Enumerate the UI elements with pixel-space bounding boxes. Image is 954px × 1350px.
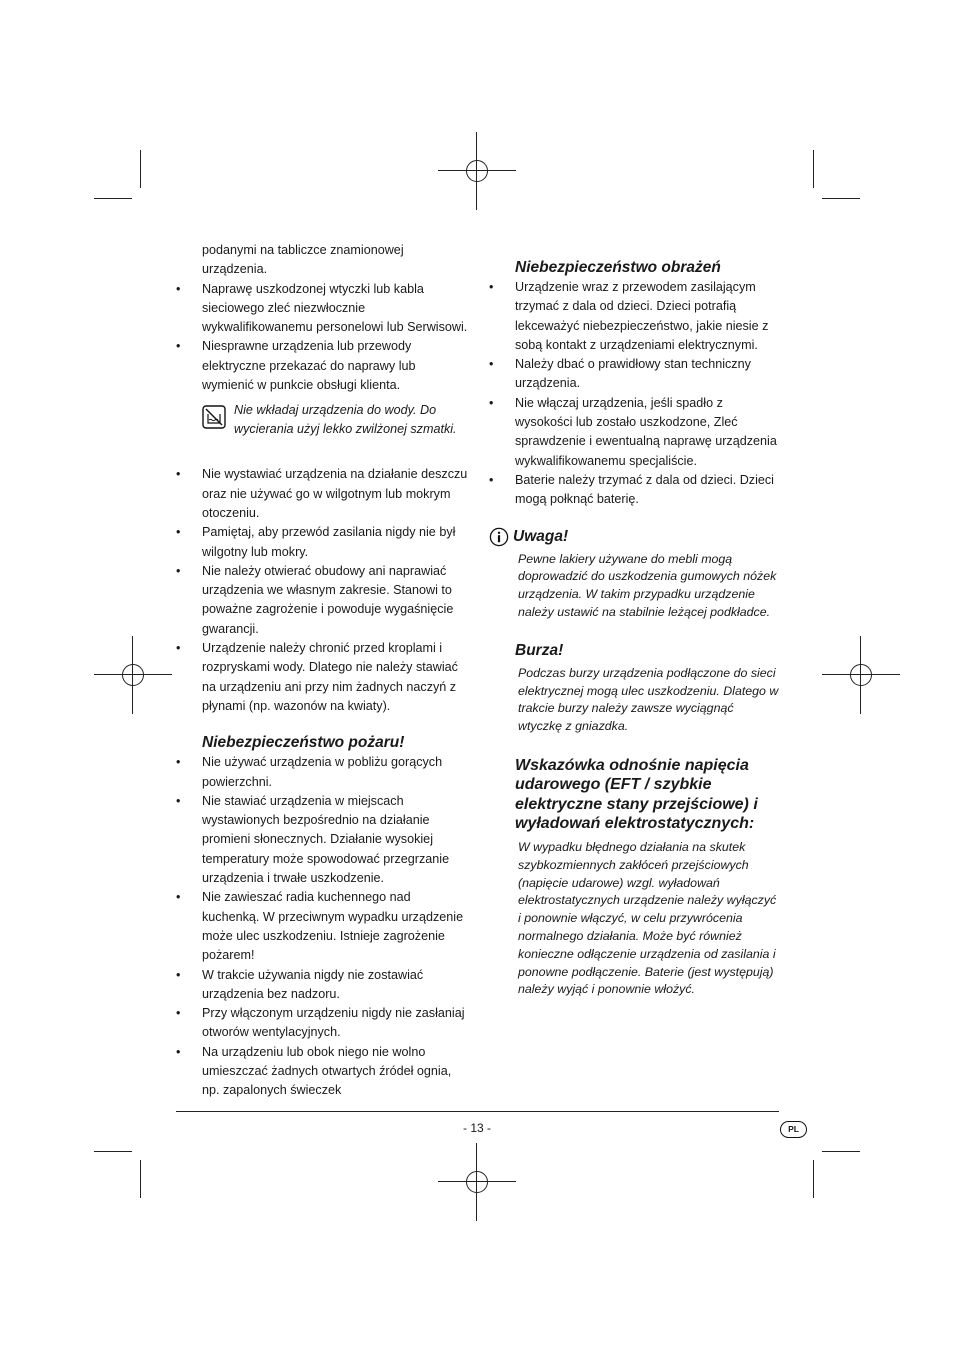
list-item: • Nie zawieszać radia kuchennego nad kuchenką. W przeciwnym wypadku urządzenie może ulec uszkodzeniu. Istnieje zagrożenie pożarem! [176, 888, 468, 965]
storm-heading: Burza! [515, 641, 564, 659]
safety-list-1 [176, 280, 468, 396]
list-item: • Nie włączaj urządzenia, jeśli spadło z wysokości lub zostało uszkodzone, Zleć sprawdzenie i ewentualną naprawę urządzenia wykwalifikowanemu specjaliście. [489, 394, 781, 471]
note-heading [489, 527, 781, 547]
safety-list-2 [176, 465, 468, 716]
note-heading-label: Uwaga! [513, 527, 569, 545]
list-item: • W trakcie używania nigdy nie zostawiać urządzenia bez nadzoru. [176, 966, 468, 1005]
list-item: • Nie należy otwierać obudowy ani naprawiać urządzenia we własnym zakresie. Stanowi to poważne zagrożenie i powoduje wygaśnięcie gwarancji. [176, 562, 468, 639]
list-item: • Baterie należy trzymać z dala od dzieci. Dzieci mogą połknąć baterię. [489, 471, 781, 510]
fire-heading: Niebezpieczeństwo pożaru! [202, 734, 405, 752]
warning-box [176, 401, 468, 439]
list-item: • Na urządzeniu lub obok niego nie wolno umieszczać żadnych otwartych źródeł ognia, np. zapalonych świeczek [176, 1043, 468, 1101]
list-item: • Urządzenie wraz z przewodem zasilającym trzymać z dala od dzieci. Dzieci potrafią lekceważyć niebezpieczeństwo, jakie niesie z sobą kontakt z urządzeniami elektrycznymi. [489, 278, 781, 355]
list-item: • Urządzenie należy chronić przed kroplami i rozpryskami wody. Dlatego nie należy stawiać na urządzeniu ani przy nim żadnych naczyń z płynami (np. wazonów na kwiaty). [176, 639, 468, 716]
note-text: Pewne lakiery używane do mebli mogą doprowadzić do uszkodzenia gumowych nóżek urządzenia. W takim przypadku urządzenie należy ustawić na stabilnie leżącej podkładce. [518, 551, 777, 619]
no-water-icon [202, 405, 226, 429]
fire-list [176, 753, 468, 1100]
continued-text: podanymi na tabliczce znamionowej urządzenia. [202, 243, 404, 277]
language-badge: PL [780, 1121, 807, 1138]
list-item: • Niesprawne urządzenia lub przewody elektryczne przekazać do naprawy lub wymienić w punkcie obsługi klienta. [176, 337, 468, 395]
list-item: • Nie wystawiać urządzenia na działanie deszczu oraz nie używać go w wilgotnym lub mokrym otoczeniu. [176, 465, 468, 523]
injury-heading: Niebezpieczeństwo obrażeń [515, 259, 721, 276]
page-number: - 13 - [462, 1121, 491, 1135]
storm-text: Podczas burzy urządzenia podłączone do sieci elektrycznej mogą ulec uszkodzeniu. Dlatego w trakcie burzy należy zawsze wyciągnąć wtyczkę z gniazdka. [518, 665, 779, 734]
list-item: • Pamiętaj, aby przewód zasilania nigdy nie był wilgotny lub mokry. [176, 523, 468, 562]
list-item: • Przy włączonym urządzeniu nigdy nie zasłaniaj otworów wentylacyjnych. [176, 1004, 468, 1043]
list-item: • Naprawę uszkodzonej wtyczki lub kabla sieciowego zleć niezwłocznie wykwalifikowanemu personelowi lub Serwisowi. [176, 280, 468, 338]
left-column [176, 241, 468, 1101]
eft-heading: Wskazówka odnośnie napięcia udarowego (EFT / szybkie elektryczne stany przejściowe) i wyładowań elektrostatycznych: [515, 756, 758, 833]
warning-text: Nie wkładaj urządzenia do wody. Do wycierania użyj lekko zwilżonej szmatki. [234, 403, 457, 437]
eft-text: W wypadku błędnego działania na skutek szybkozmiennych zakłóceń przejściowych (napięcie udarowe) wzgl. wyładowań elektrostatycznych urządzenie należy wyłączyć i ponownie włączyć, w celu przywrócenia normalnego działania. Może być również konieczne odłączenie urządzenia od zasilania i ponowne podłączenie. Baterie (jest występują) należy wyjąć i ponownie włożyć. [518, 839, 777, 997]
list-item: • Nie używać urządzenia w pobliżu gorących powierzchni. [176, 753, 468, 792]
right-column [489, 258, 781, 999]
list-item: • Nie stawiać urządzenia w miejscach wystawionych bezpośrednio na działanie promieni słonecznych. Działanie wysokiej temperatury może spowodować przegrzanie urządzenia i trwałe uszkodzenie. [176, 792, 468, 888]
injury-list [489, 278, 781, 510]
footer-rule [176, 1111, 779, 1112]
info-icon [489, 527, 509, 547]
list-item: • Należy dbać o prawidłowy stan techniczny urządzenia. [489, 355, 781, 394]
